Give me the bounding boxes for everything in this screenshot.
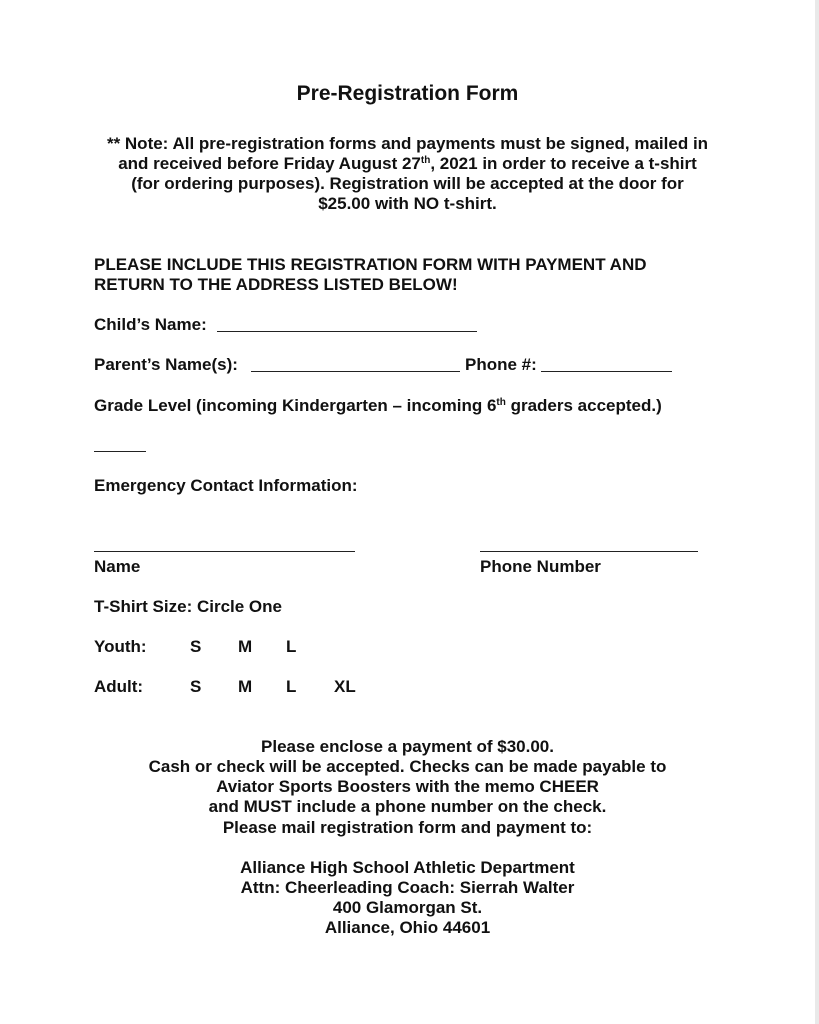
grade-level-text-b: graders accepted.) [505,396,662,415]
youth-size-l[interactable]: L [286,637,297,656]
note-deadline-year: , 2021 [430,154,478,173]
note-line-2-a: and received before [118,154,279,173]
adult-size-xl[interactable]: XL [334,677,356,696]
parent-name-blank[interactable] [251,371,460,372]
grade-level-label [94,396,662,416]
payment-line-4 [0,797,815,817]
note-line-2-d: in order to receive a t-shirt [482,154,697,173]
note-deadline-sup: th [420,155,431,166]
ec-name-label: Name [94,557,141,576]
child-name-label: Child’s Name: [94,315,207,334]
instruction-line-1: PLEASE INCLUDE THIS REGISTRATION FORM WITH PAYMENT AND [94,255,647,274]
address-line-1: Alliance High School Athletic Department [240,858,575,877]
note-line-2 [0,154,815,174]
payment-line-5: Please mail registration form and payment to: [222,818,593,837]
address-line-4: Alliance, Ohio 44601 [324,918,491,937]
page-title: Pre-Registration Form [296,82,519,105]
grade-level-sup: th [496,397,506,408]
page-edge [815,0,819,1024]
note-deadline [284,154,478,173]
phone-label: Phone #: [465,355,537,374]
ec-phone-label: Phone Number [480,557,601,576]
adult-size-s[interactable]: S [190,677,202,696]
ec-phone-blank[interactable] [480,551,698,552]
payment-line-3: Aviator Sports Boosters with the memo CHEER [216,777,599,796]
payment-line-2: Cash or check will be accepted. Checks can be made payable to [148,757,667,776]
phone-blank[interactable] [541,371,672,372]
grade-level-blank[interactable] [94,451,146,452]
note-deadline-date: Friday August 27 [283,154,421,173]
youth-size-s[interactable]: S [190,637,202,656]
grade-level-text-a: Grade Level (incoming Kindergarten – incoming 6 [94,396,497,415]
instruction-line-2: RETURN TO THE ADDRESS LISTED BELOW! [94,275,458,294]
adult-label: Adult: [94,677,144,696]
child-name-blank[interactable] [217,331,477,332]
youth-label: Youth: [94,637,147,656]
ec-name-blank[interactable] [94,551,355,552]
note-line-3: (for ordering purposes). Registration will be accepted at the door for [131,174,684,193]
youth-size-m[interactable]: M [238,637,253,656]
adult-size-m[interactable]: M [238,677,253,696]
payment-line-4-a: and [208,797,239,816]
parent-name-label: Parent’s Name(s): [94,355,238,374]
payment-line-1: Please enclose a payment of $30.00. [261,737,554,756]
address-line-3: 400 Glamorgan St. [332,898,483,917]
adult-size-l[interactable]: L [286,677,297,696]
tshirt-size-label: T-Shirt Size: Circle One [94,597,282,616]
emergency-contact-label: Emergency Contact Information: [94,476,358,495]
note-line-4: $25.00 with NO t-shirt. [318,194,497,213]
note-line-1: ** Note: All pre-registration forms and payments must be signed, mailed in [106,134,709,153]
payment-line-4-b: MUST include a phone number on the check. [243,797,607,816]
address-line-2: Attn: Cheerleading Coach: Sierrah Walter [240,878,575,897]
